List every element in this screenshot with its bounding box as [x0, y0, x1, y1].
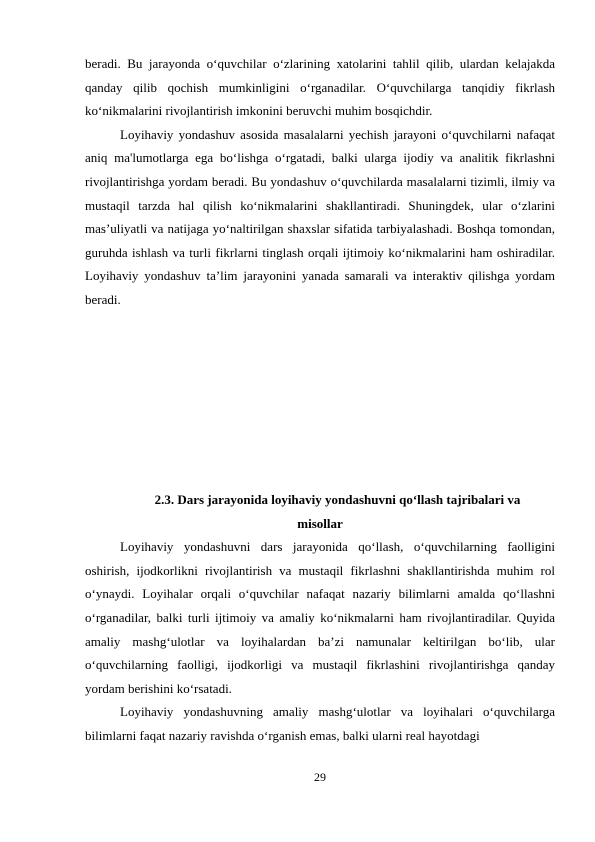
paragraph-continuation: beradi. Bu jarayonda o‘quvchilar o‘zlarining xatolarini tahlil qilib, ulardan kelajakda qanday qilib qochish mumkinligini o‘rganadilar. O‘quvchilarga tanqidiy fikrlash ko‘nikmalarini rivojlantirish imkonini beruvchi muhim bosqichdir.	[85, 56, 555, 119]
section-paragraph-continued: Loyihaviy yondashuvning amaliy mashg‘ulotlar va loyihalari o‘quvchilarga bilimlarni faqat nazariy ravishda o‘rganish emas, balki ularni real hayotdagi	[85, 704, 555, 743]
section-heading-line-2: misollar	[297, 515, 343, 531]
paragraph-project-approach-summary: Loyihaviy yondashuv asosida masalalarni yechish jarayoni o‘quvchilarni nafaqat aniq ma'lumotlarga ega bo‘lishga o‘rgatadi, balki ularga ijodiy va analitik fikrlashni rivojlantirishga yordam beradi. Bu yondashuv o‘quvchilarda masalalarni tizimli, ilmiy va mustaqil tarzda hal qilish ko‘nikmalarini shakllantiradi. Shuningdek, ular o‘zlarini mas’uliyatli va natijaga yo‘naltirilgan shaxslar sifatida tarbiyalashadi. Boshqa tomondan, guruhda ishlash va turli fikrlarni tinglash orqali ijtimoiy ko‘nikmalarini ham oshiradilar. Loyihaviy yondashuv ta’lim jarayonini yanada samarali va interaktiv qilishga yordam beradi.	[85, 126, 555, 307]
section-heading-line-1: 2.3. Dars jarayonida loyihaviy yondashuvni qo‘llash tajribalari va	[154, 492, 521, 507]
section-paragraph-intro: Loyihaviy yondashuvni dars jarayonida qo‘llash, o‘quvchilarning faolligini oshirish, ijodkorlikni rivojlantirish va mustaqil fikrlashni shakllantirishda muhim rol o‘ynaydi. Loyihalar orqali o‘quvchilar nafaqat nazariy bilimlarni amalda qo‘llashni o‘rganadilar, balki turli ijtimoiy va amaliy ko‘nikmalarni ham rivojlantiradilar. Quyida amaliy mashg‘ulotlar va loyihalardan ba’zi namunalar keltirilgan bo‘lib, ular o‘quvchilarning faolligi, ijodkorligi va mustaqil fikrlashini rivojlantirishga qanday yordam berishini ko‘rsatadi.	[85, 539, 555, 696]
section-heading	[85, 488, 555, 535]
page-number: 29	[314, 770, 326, 784]
